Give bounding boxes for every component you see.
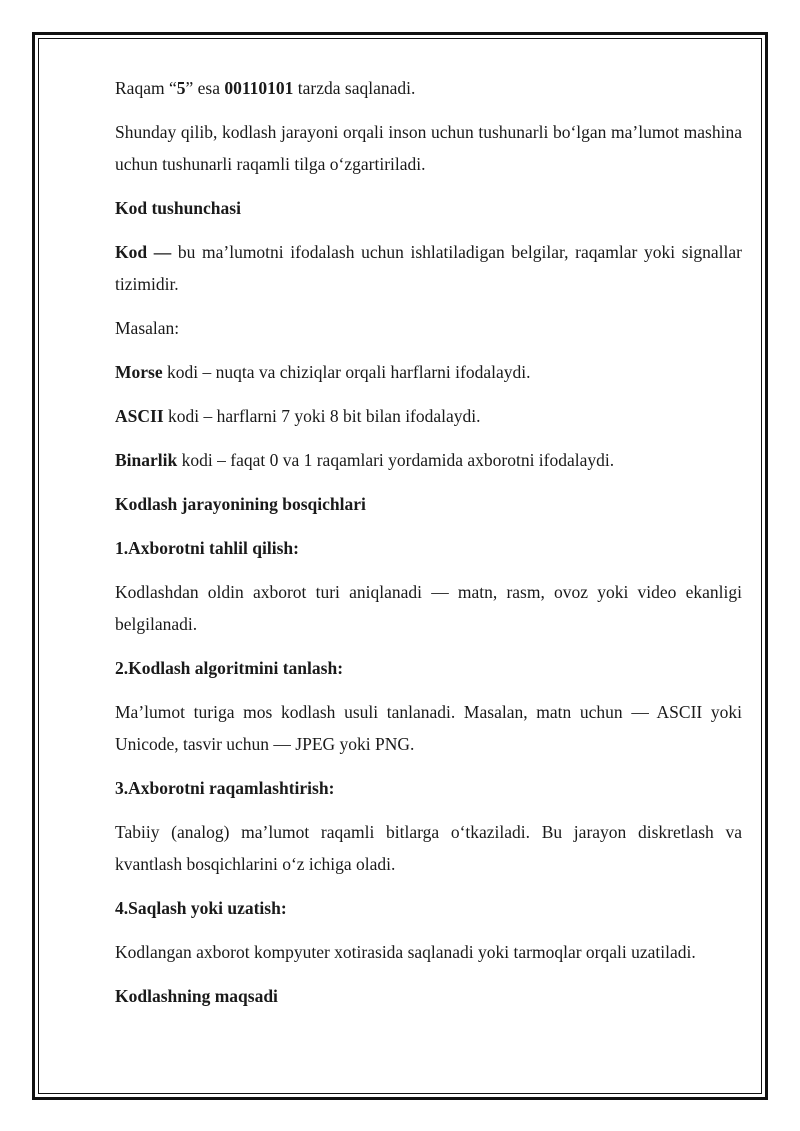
- step-title-text: 4.Saqlash yoki uzatish:: [115, 898, 287, 918]
- text-fragment: ” esa: [185, 78, 225, 98]
- heading-text: Kod tushunchasi: [115, 198, 241, 218]
- step-3-text: Tabiiy (analog) ma’lumot raqamli bitlarga o‘tkaziladi. Bu jarayon diskretlash va kvantlash bosqichlarini o‘z ichiga oladi.: [115, 822, 742, 874]
- definition-text: kodi – harflarni 7 yoki 8 bit bilan ifodalaydi.: [163, 406, 481, 426]
- paragraph-morse: [115, 356, 742, 388]
- step-title-text: 3.Axborotni raqamlashtirish:: [115, 778, 335, 798]
- paragraph-binarlik: [115, 444, 742, 476]
- paragraph-summary: Shunday qilib, kodlash jarayoni orqali inson uchun tushunarli bo‘lgan ma’lumot mashina uchun tushunarli raqamli tilga o‘zgartiriladi.: [115, 122, 742, 174]
- step-1-title: [115, 532, 742, 564]
- document-body: [115, 72, 742, 1024]
- step-4-text: Kodlangan axborot kompyuter xotirasida saqlanadi yoki tarmoqlar orqali uzatiladi.: [115, 942, 696, 962]
- term-ascii: ASCII: [115, 406, 164, 426]
- step-1-text: Kodlashdan oldin axborot turi aniqlanadi — matn, rasm, ovoz yoki video ekanligi belgilanadi.: [115, 582, 742, 634]
- binary-code: 00110101: [224, 78, 294, 98]
- definition-text: kodi – nuqta va chiziqlar orqali harflarni ifodalaydi.: [162, 362, 531, 382]
- definition-text: kodi – faqat 0 va 1 raqamlari yordamida axborotni ifodalaydi.: [177, 450, 615, 470]
- paragraph-kod-definition: [115, 236, 742, 300]
- paragraph-masalan: Masalan:: [115, 318, 180, 338]
- step-title-text: 1.Axborotni tahlil qilish:: [115, 538, 299, 558]
- text-fragment: tarzda saqlanadi.: [293, 78, 416, 98]
- term-morse: Morse: [115, 362, 163, 382]
- step-2-title: [115, 652, 742, 684]
- heading-text: Kodlashning maqsadi: [115, 986, 278, 1006]
- digit-five: 5: [176, 78, 186, 98]
- text-fragment: Raqam “: [115, 78, 177, 98]
- definition-text: bu ma’lumotni ifodalash uchun ishlatiladigan belgilar, raqamlar yoki signallar tizimidir.: [115, 242, 742, 294]
- step-4-title: [115, 892, 742, 924]
- heading-maqsad: [115, 980, 742, 1012]
- step-title-text: 2.Kodlash algoritmini tanlash:: [115, 658, 344, 678]
- step-2-text: Ma’lumot turiga mos kodlash usuli tanlanadi. Masalan, matn uchun — ASCII yoki Unicode, tasvir uchun — JPEG yoki PNG.: [115, 702, 742, 754]
- step-3-title: [115, 772, 742, 804]
- paragraph-ascii: [115, 400, 742, 432]
- heading-text: Kodlash jarayonining bosqichlari: [115, 494, 366, 514]
- heading-bosqichlar: [115, 488, 742, 520]
- heading-kod-tushunchasi: [115, 192, 742, 224]
- term-binarlik: Binarlik: [115, 450, 178, 470]
- paragraph-digit-five: [115, 72, 742, 104]
- term-kod: Kod —: [115, 242, 172, 262]
